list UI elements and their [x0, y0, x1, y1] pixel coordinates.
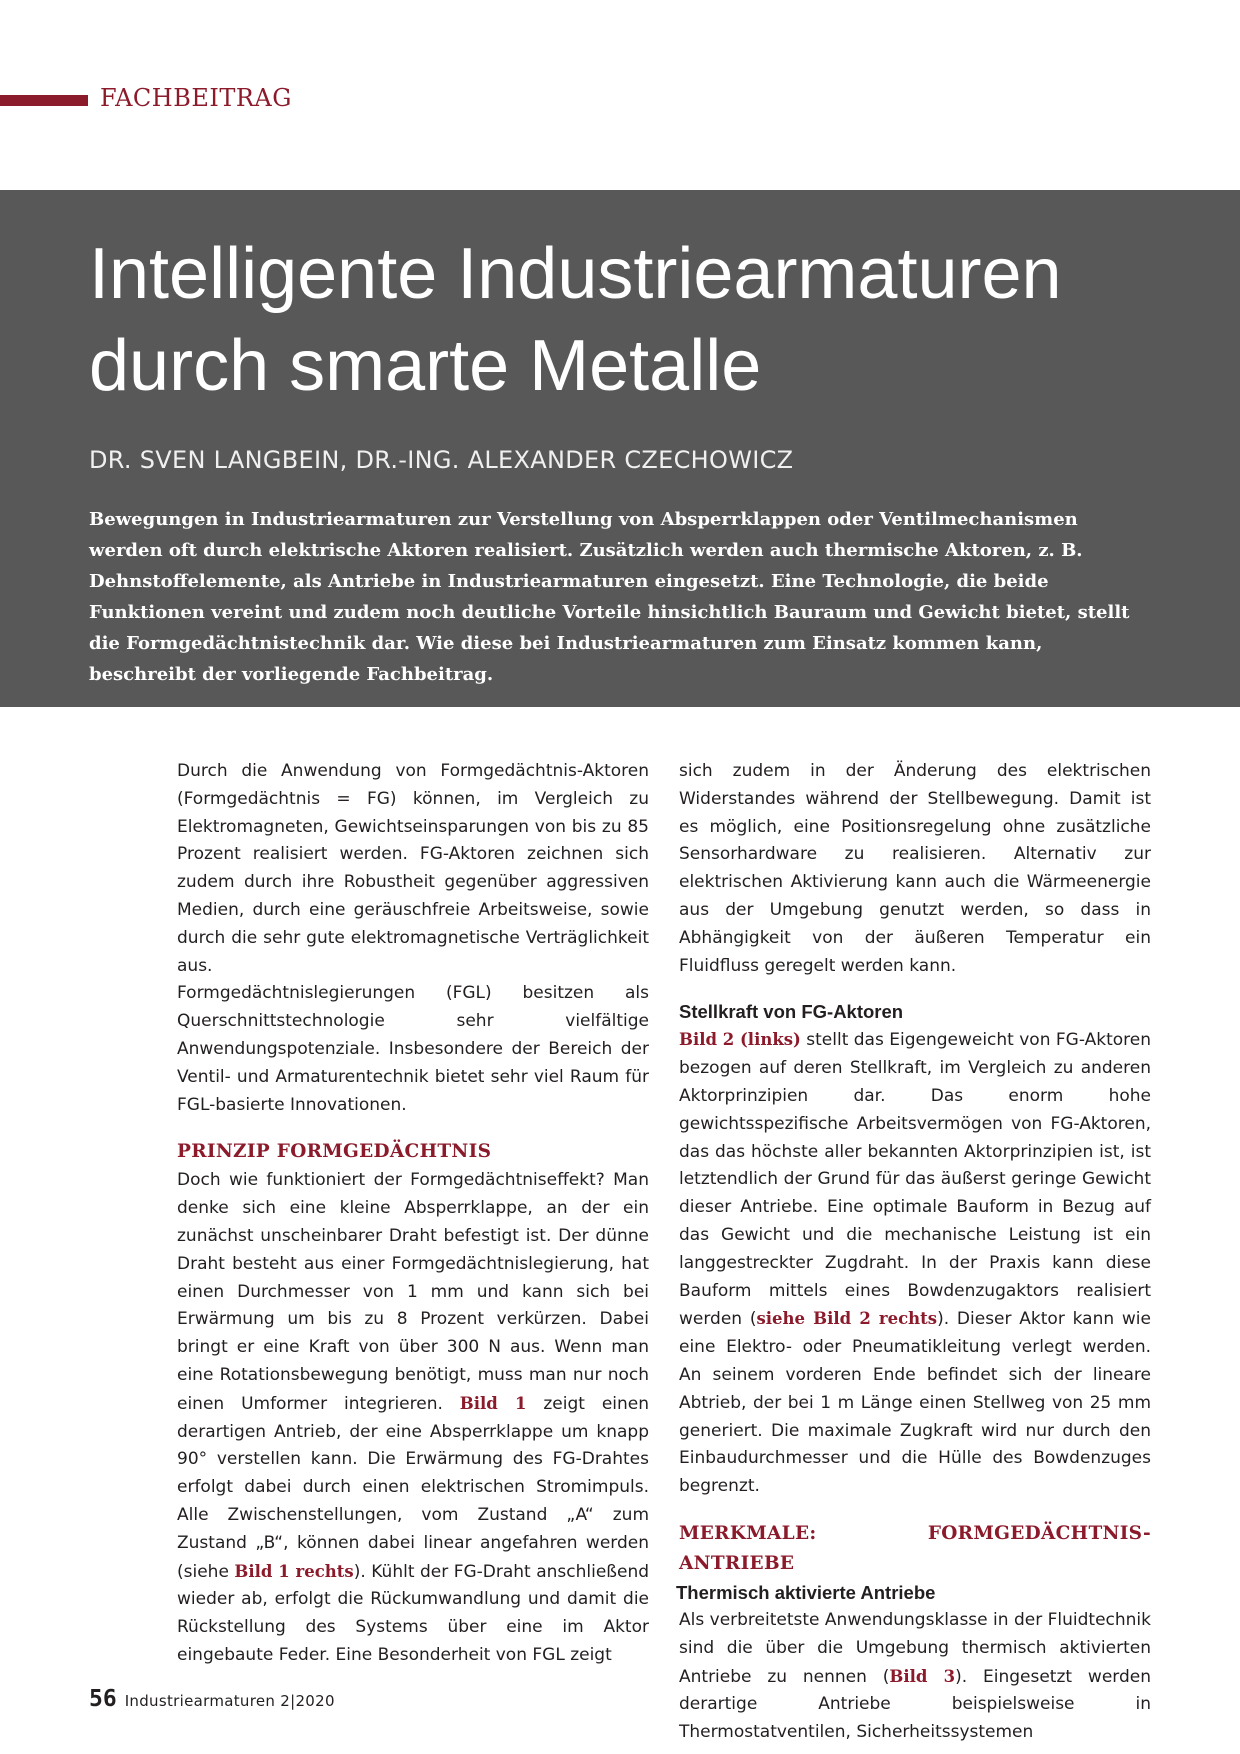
title-banner: [0, 190, 1240, 707]
page-footer: [89, 1685, 335, 1716]
section-accent-bar: [0, 95, 88, 106]
article-lead: Bewegungen in Industriearmaturen zur Verstellung von Absperrklappen oder Ventilmechanismen werden oft durch elektrische Aktoren realisiert. Zusätzlich werden auch thermische Aktoren, z. B. Dehnstoffelemente, als Antriebe in Industriearmaturen eingesetzt. Eine Technologie, die beide Funktionen vereint und zudem noch deutliche Vorteile hinsichtlich Bauraum und Gewicht bietet, stellt die Formgedächtnistechnik dar. Wie diese bei Industriearmaturen zum Einsatz kommen kann, beschreibt der vorliegende Fachbeitrag.: [89, 509, 1130, 685]
figure-reference: siehe Bild 2 rechts: [756, 1309, 938, 1329]
section-heading: PRINZIP FORMGEDÄCHTNIS: [177, 1141, 492, 1163]
article-title-line-2: durch smarte Metalle: [89, 326, 762, 406]
paragraph-text: Als verbreitetste Anwendungsklasse in der Fluidtechnik sind die über die Umgebung thermisch aktivierten Antriebe zu nennen (: [679, 1609, 1151, 1687]
paragraph-text: ). Dieser Aktor kann wie eine Elektro- oder Pneumatikleitung verlegt werden. An seinem vorderen Ende befindet sich der lineare Abtrieb, der bei 1 m Länge einen Stellweg von 25 mm generiert. Die maximale Zugkraft wird nur durch den Einbaudurchmesser und die Hülle des Bowdenzuges begrenzt.: [679, 1309, 1151, 1497]
paragraph-text: stellt das Eigengeweicht von FG-Aktoren bezogen auf deren Stellkraft, im Vergleich zu anderen Aktorprinzipien dar. Das enorm hohe gewichtsspezifische Arbeitsvermögen von FG-Aktoren, das das höchste aller bekannten Aktorprinzipien ist, ist letztendlich der Grund für das äußerst geringe Gewicht dieser Antriebe. Eine optimale Bauform in Bezug auf das Gewicht und die mechanische Leistung ist ein langgestreckter Zugdraht. In der Praxis kann diese Bauform mittels eines Bowdenzugaktors realisiert werden (: [679, 1030, 1151, 1330]
figure-reference: Bild 1 rechts: [234, 1561, 354, 1581]
article-title: [89, 228, 1169, 412]
paragraph: [679, 1026, 1151, 1501]
figure-reference: Bild 3: [889, 1666, 956, 1686]
paragraph-text: ). Kühlt der FG-Draht anschließend wieder ab, erfolgt die Rückumwandlung und damit die Rückstellung des Systems über eine im Aktor eingebaute Feder. Eine Besonderheit von FGL zeigt: [177, 1561, 650, 1665]
paragraph: Durch die Anwendung von Formgedächtnis-Aktoren (Formgedächtnis = FG) können, im Vergleich zu Elektromagneten, Gewichtseinsparungen von bis zu 85 Prozent realisiert werden. FG-Aktoren zeichnen sich zudem durch ihre Robustheit gegenüber aggressiven Medien, durch eine geräuschfreie Arbeitsweise, sowie durch die sehr gute elektromagnetische Verträglichkeit aus.: [177, 761, 649, 976]
subsection-heading: Stellkraft von FG-Aktoren: [679, 1001, 904, 1023]
paragraph: [177, 1167, 649, 1669]
paragraph: [679, 1607, 1151, 1747]
journal-issue: Industriearmaturen 2|2020: [124, 1692, 335, 1710]
paragraph-text: Doch wie funktioniert der Formgedächtniseffekt? Man denke sich eine kleine Absperrklappe, an der ein zunächst unscheinbarer Draht befestigt ist. Der dünne Draht besteht aus einer Formgedächtnislegierung, hat einen Durchmesser von 1 mm und kann sich bei Erwärmung um bis zu 8 Prozent verkürzen. Dabei bringt er eine Kraft von über 300 N aus. Wenn man eine Rotationsbewegung benötigt, muss man nur noch einen Umformer integrieren.: [177, 1170, 649, 1414]
page-number: 56: [89, 1686, 117, 1712]
paragraph-text: ). Eingesetzt werden derartige Antriebe beispielsweise in Thermostatventilen, Sicherheitssystemen: [679, 1666, 1151, 1743]
paragraph-text: zeigt einen derartigen Antrieb, der eine Absperrklappe um knapp 90° verstellen kann. Die Erwärmung des FG-Drahtes erfolgt dabei durch einen elektrischen Stromimpuls. Alle Zwischenstellungen, vom Zustand „A“ zum Zustand „B“, können dabei linear angefahren werden (siehe: [177, 1393, 650, 1582]
figure-reference: Bild 2 (links): [679, 1030, 801, 1050]
paragraph: Formgedächtnislegierungen (FGL) besitzen als Querschnittstechnologie sehr vielfältige Anwendungspotenziale. Insbesondere der Bereich der Ventil- und Armaturentechnik bietet sehr viel Raum für FGL-basierte Innovationen.: [177, 983, 649, 1115]
section-heading: MERKMALE: FORMGEDÄCHTNIS-ANTRIEBE: [679, 1522, 1151, 1574]
figure-reference: Bild 1: [459, 1393, 527, 1413]
body-column-right: [676, 758, 1151, 1747]
subsection-heading: Thermisch aktivierte Antriebe: [676, 1581, 936, 1603]
article-authors: DR. SVEN LANGBEIN, DR.-ING. ALEXANDER CZECHOWICZ: [89, 446, 794, 474]
section-label: FACHBEITRAG: [100, 84, 292, 112]
paragraph: sich zudem in der Änderung des elektrischen Widerstandes während der Stellbewegung. Damit ist es möglich, eine Positionsregelung ohne zusätzliche Sensorhardware zu realisieren. Alternativ zur elektrischen Aktivierung kann auch die Wärmeenergie aus der Umgebung genutzt werden, so dass in Abhängigkeit von der äußeren Temperatur ein Fluidfluss geregelt werden kann.: [679, 761, 1151, 976]
body-column-left: [177, 758, 649, 1670]
article-title-line-1: Intelligente Industriearmaturen: [89, 234, 1062, 314]
